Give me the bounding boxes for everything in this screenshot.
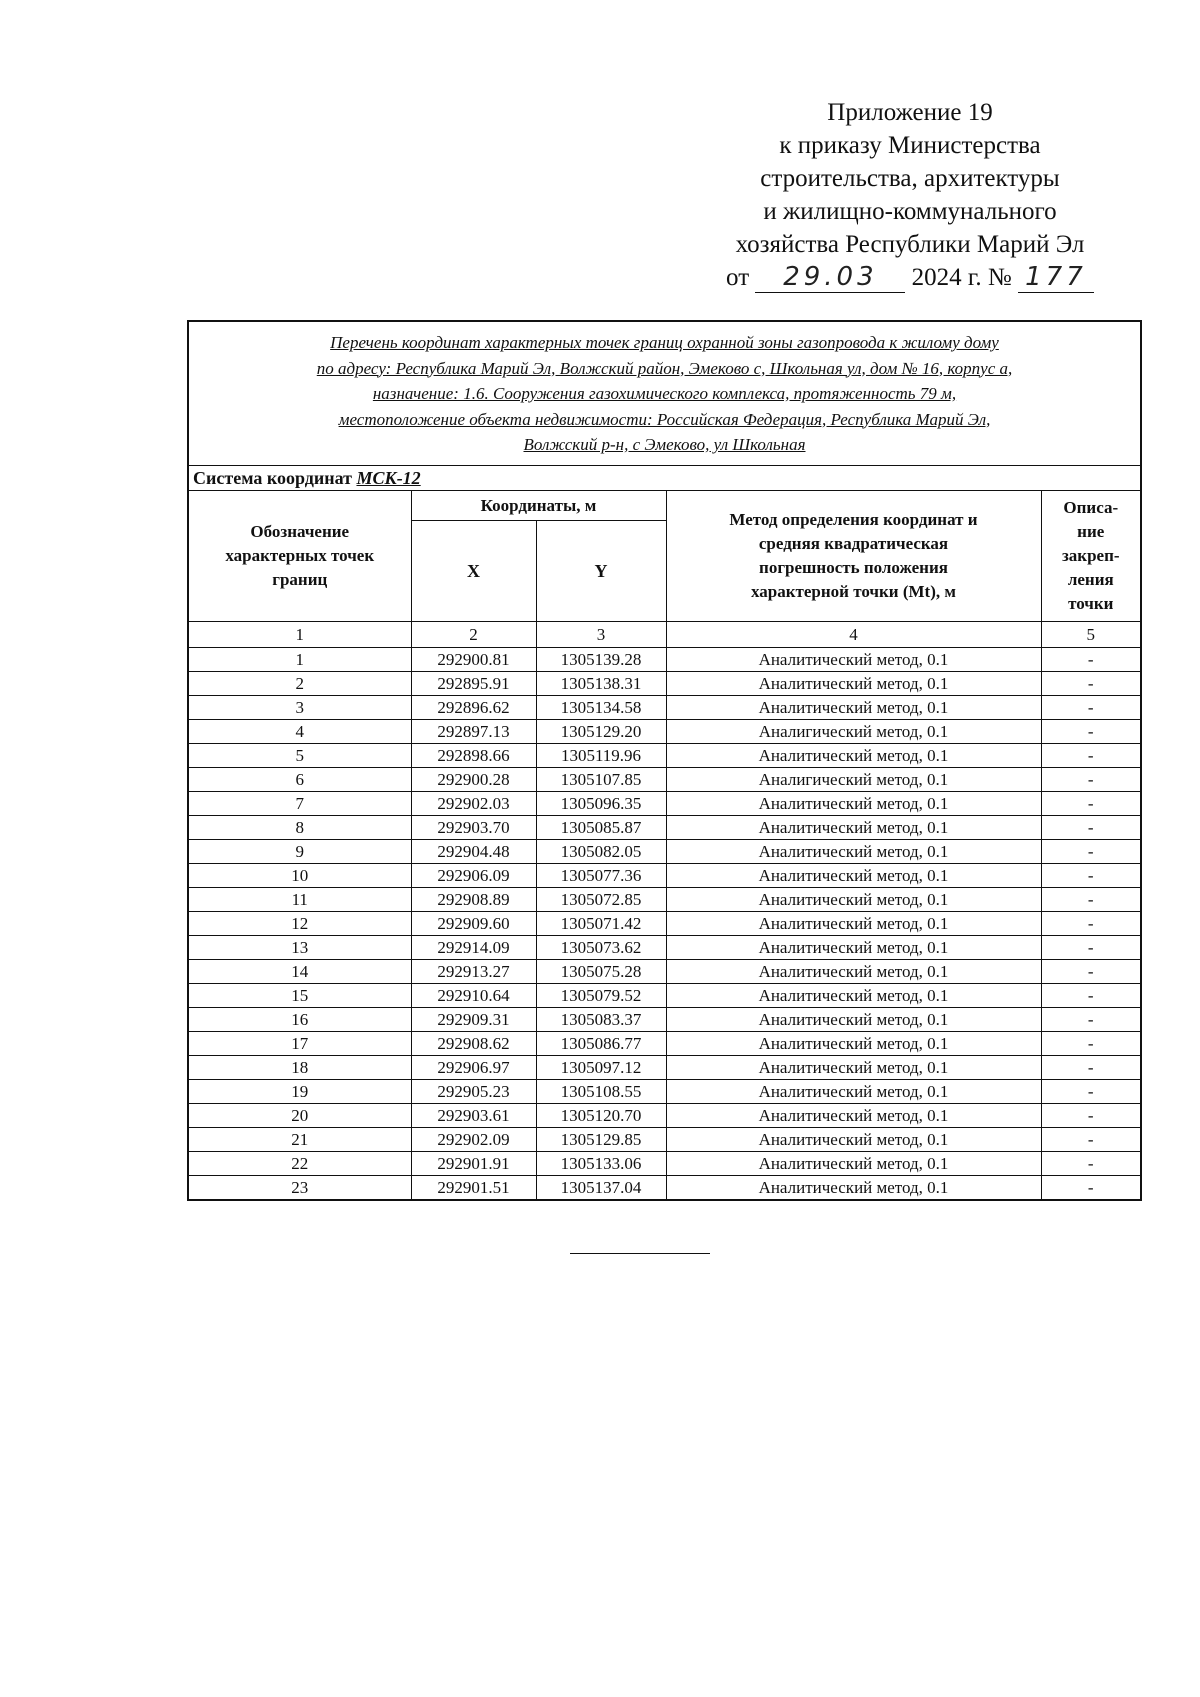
method-cell: Аналитический метод, 0.1 — [666, 1176, 1041, 1201]
x-coordinate-cell: 292908.89 — [411, 888, 536, 912]
point-number-cell: 4 — [188, 720, 411, 744]
x-coordinate-cell: 292914.09 — [411, 936, 536, 960]
coordinate-system-label: Система координат — [193, 468, 352, 488]
column-number: 2 — [411, 622, 536, 648]
x-coordinate-cell: 292901.51 — [411, 1176, 536, 1201]
point-number-cell: 5 — [188, 744, 411, 768]
method-cell: Аналитический метод, 0.1 — [666, 936, 1041, 960]
point-number-cell: 9 — [188, 840, 411, 864]
table-row — [188, 1104, 1141, 1128]
header-line: точки — [1068, 594, 1114, 613]
header-method — [666, 491, 1041, 622]
description-cell: - — [1041, 672, 1141, 696]
description-cell: - — [1041, 720, 1141, 744]
y-coordinate-cell: 1305129.20 — [536, 720, 666, 744]
table-row — [188, 864, 1141, 888]
header-line: Описа- — [1063, 498, 1119, 517]
y-coordinate-cell: 1305107.85 — [536, 768, 666, 792]
y-coordinate-cell: 1305086.77 — [536, 1032, 666, 1056]
table-row — [188, 696, 1141, 720]
description-cell: - — [1041, 1104, 1141, 1128]
title-line: местоположение объекта недвижимости: Российская Федерация, Республика Марий Эл, — [338, 409, 991, 429]
method-cell: Аналитический метод, 0.1 — [666, 648, 1041, 672]
method-cell: Аналитический метод, 0.1 — [666, 984, 1041, 1008]
table-row — [188, 1056, 1141, 1080]
table-row — [188, 936, 1141, 960]
table-row — [188, 720, 1141, 744]
description-cell: - — [1041, 1032, 1141, 1056]
x-coordinate-cell: 292906.09 — [411, 864, 536, 888]
point-number-cell: 2 — [188, 672, 411, 696]
point-number-cell: 18 — [188, 1056, 411, 1080]
header-line: характерной точки (Mt), м — [751, 582, 956, 601]
table-row — [188, 648, 1141, 672]
point-number-cell: 14 — [188, 960, 411, 984]
appendix-header — [690, 96, 1130, 294]
method-cell: Аналитический метод, 0.1 — [666, 840, 1041, 864]
method-cell: Аналитический метод, 0.1 — [666, 672, 1041, 696]
point-number-cell: 12 — [188, 912, 411, 936]
end-separator-line — [570, 1253, 710, 1254]
point-number-cell: 11 — [188, 888, 411, 912]
x-coordinate-cell: 292906.97 — [411, 1056, 536, 1080]
x-coordinate-cell: 292903.70 — [411, 816, 536, 840]
description-cell: - — [1041, 840, 1141, 864]
description-cell: - — [1041, 1152, 1141, 1176]
appendix-title: Приложение 19 — [827, 99, 993, 126]
point-number-cell: 6 — [188, 768, 411, 792]
method-cell: Аналигический метод, 0.1 — [666, 768, 1041, 792]
header-x: X — [411, 521, 536, 622]
method-cell: Аналитический метод, 0.1 — [666, 1032, 1041, 1056]
point-number-cell: 10 — [188, 864, 411, 888]
order-date-line — [690, 261, 1130, 294]
y-coordinate-cell: 1305079.52 — [536, 984, 666, 1008]
table-row — [188, 768, 1141, 792]
header-line: границ — [272, 570, 328, 589]
y-coordinate-cell: 1305139.28 — [536, 648, 666, 672]
header-line: характерных точек — [225, 546, 375, 565]
header-line: закреп- — [1061, 546, 1120, 565]
x-coordinate-cell: 292904.48 — [411, 840, 536, 864]
description-cell: - — [1041, 912, 1141, 936]
y-coordinate-cell: 1305133.06 — [536, 1152, 666, 1176]
point-number-cell: 22 — [188, 1152, 411, 1176]
column-number: 4 — [666, 622, 1041, 648]
point-number-cell: 19 — [188, 1080, 411, 1104]
header-coordinates: Координаты, м — [411, 491, 666, 521]
table-row — [188, 1176, 1141, 1201]
header-line: Обозначение — [250, 522, 350, 541]
point-number-cell: 21 — [188, 1128, 411, 1152]
x-coordinate-cell: 292897.13 — [411, 720, 536, 744]
point-number-cell: 3 — [188, 696, 411, 720]
point-number-cell: 17 — [188, 1032, 411, 1056]
point-number-cell: 15 — [188, 984, 411, 1008]
title-line: по адресу: Республика Марий Эл, Волжский район, Эмеково с, Школьная ул, дом № 16, корпус а, — [316, 358, 1013, 378]
table-row — [188, 792, 1141, 816]
title-line: Перечень координат характерных точек границ охранной зоны газопровода к жилому дому — [330, 333, 999, 352]
x-coordinate-cell: 292902.09 — [411, 1128, 536, 1152]
method-cell: Аналитический метод, 0.1 — [666, 696, 1041, 720]
description-cell: - — [1041, 1008, 1141, 1032]
table-row — [188, 1008, 1141, 1032]
x-coordinate-cell: 292896.62 — [411, 696, 536, 720]
method-cell: Аналитический метод, 0.1 — [666, 1080, 1041, 1104]
header-y: Y — [536, 521, 666, 622]
method-cell: Аналитический метод, 0.1 — [666, 864, 1041, 888]
method-cell: Аналитический метод, 0.1 — [666, 1008, 1041, 1032]
x-coordinate-cell: 292910.64 — [411, 984, 536, 1008]
description-cell: - — [1041, 888, 1141, 912]
table-row — [188, 840, 1141, 864]
method-cell: Аналитический метод, 0.1 — [666, 816, 1041, 840]
x-coordinate-cell: 292901.91 — [411, 1152, 536, 1176]
description-cell: - — [1041, 648, 1141, 672]
table-row — [188, 816, 1141, 840]
y-coordinate-cell: 1305073.62 — [536, 936, 666, 960]
method-cell: Аналитический метод, 0.1 — [666, 744, 1041, 768]
description-cell: - — [1041, 1080, 1141, 1104]
title-line: назначение: 1.6. Сооружения газохимического комплекса, протяженность 79 м, — [372, 384, 957, 403]
y-coordinate-cell: 1305120.70 — [536, 1104, 666, 1128]
x-coordinate-cell: 292902.03 — [411, 792, 536, 816]
ministry-name-line-1: строительства, архитектуры — [760, 165, 1060, 192]
coordinates-table — [187, 320, 1142, 1201]
method-cell: Аналитический метод, 0.1 — [666, 1152, 1041, 1176]
y-coordinate-cell: 1305082.05 — [536, 840, 666, 864]
point-number-cell: 16 — [188, 1008, 411, 1032]
table-row — [188, 984, 1141, 1008]
date-field — [755, 263, 905, 293]
handwritten-date: 29.03 — [783, 262, 878, 292]
y-coordinate-cell: 1305137.04 — [536, 1176, 666, 1201]
method-cell: Аналигический метод, 0.1 — [666, 720, 1041, 744]
y-coordinate-cell: 1305077.36 — [536, 864, 666, 888]
point-number-cell: 7 — [188, 792, 411, 816]
table-row — [188, 888, 1141, 912]
year-text: 2024 г. № — [911, 264, 1012, 291]
header-line: Метод определения координат и — [729, 510, 978, 529]
description-cell: - — [1041, 1056, 1141, 1080]
description-cell: - — [1041, 960, 1141, 984]
table-row — [188, 672, 1141, 696]
y-coordinate-cell: 1305085.87 — [536, 816, 666, 840]
method-cell: Аналитический метод, 0.1 — [666, 960, 1041, 984]
x-coordinate-cell: 292898.66 — [411, 744, 536, 768]
method-cell: Аналитический метод, 0.1 — [666, 1056, 1041, 1080]
method-cell: Аналитический метод, 0.1 — [666, 792, 1041, 816]
title-line: Волжский р-н, с Эмеково, ул Школьная — [523, 435, 806, 454]
y-coordinate-cell: 1305075.28 — [536, 960, 666, 984]
header-description — [1041, 491, 1141, 622]
table-row — [188, 960, 1141, 984]
x-coordinate-cell: 292909.60 — [411, 912, 536, 936]
method-cell: Аналитический метод, 0.1 — [666, 912, 1041, 936]
y-coordinate-cell: 1305138.31 — [536, 672, 666, 696]
point-number-cell: 13 — [188, 936, 411, 960]
x-coordinate-cell: 292900.28 — [411, 768, 536, 792]
column-number-row — [188, 622, 1141, 648]
header-line: ние — [1077, 522, 1105, 541]
table-row — [188, 744, 1141, 768]
y-coordinate-cell: 1305097.12 — [536, 1056, 666, 1080]
header-designation — [188, 491, 411, 622]
y-coordinate-cell: 1305119.96 — [536, 744, 666, 768]
y-coordinate-cell: 1305134.58 — [536, 696, 666, 720]
header-line: средняя квадратическая — [758, 534, 949, 553]
header-line: погрешность положения — [759, 558, 948, 577]
ministry-name-line-3: хозяйства Республики Марий Эл — [735, 231, 1085, 258]
x-coordinate-cell: 292903.61 — [411, 1104, 536, 1128]
coordinate-system-row — [188, 466, 1141, 491]
ministry-name-line-2: и жилищно-коммунального — [763, 198, 1057, 225]
description-cell: - — [1041, 792, 1141, 816]
y-coordinate-cell: 1305071.42 — [536, 912, 666, 936]
method-cell: Аналитический метод, 0.1 — [666, 1104, 1041, 1128]
y-coordinate-cell: 1305072.85 — [536, 888, 666, 912]
column-number: 5 — [1041, 622, 1141, 648]
number-field — [1018, 263, 1094, 293]
description-cell: - — [1041, 936, 1141, 960]
x-coordinate-cell: 292900.81 — [411, 648, 536, 672]
column-number: 1 — [188, 622, 411, 648]
point-number-cell: 8 — [188, 816, 411, 840]
y-coordinate-cell: 1305083.37 — [536, 1008, 666, 1032]
y-coordinate-cell: 1305096.35 — [536, 792, 666, 816]
description-cell: - — [1041, 1128, 1141, 1152]
description-cell: - — [1041, 864, 1141, 888]
x-coordinate-cell: 292908.62 — [411, 1032, 536, 1056]
handwritten-number: 177 — [1025, 262, 1087, 292]
coordinate-system-value: МСК-12 — [356, 468, 421, 488]
x-coordinate-cell: 292895.91 — [411, 672, 536, 696]
table-title — [188, 321, 1141, 466]
date-prefix: от — [726, 264, 750, 291]
table-row — [188, 1032, 1141, 1056]
order-reference-line: к приказу Министерства — [779, 132, 1041, 159]
description-cell: - — [1041, 696, 1141, 720]
point-number-cell: 20 — [188, 1104, 411, 1128]
description-cell: - — [1041, 1176, 1141, 1201]
description-cell: - — [1041, 984, 1141, 1008]
y-coordinate-cell: 1305129.85 — [536, 1128, 666, 1152]
table-row — [188, 1152, 1141, 1176]
column-number: 3 — [536, 622, 666, 648]
x-coordinate-cell: 292913.27 — [411, 960, 536, 984]
x-coordinate-cell: 292909.31 — [411, 1008, 536, 1032]
point-number-cell: 23 — [188, 1176, 411, 1201]
y-coordinate-cell: 1305108.55 — [536, 1080, 666, 1104]
method-cell: Аналитический метод, 0.1 — [666, 1128, 1041, 1152]
point-number-cell: 1 — [188, 648, 411, 672]
table-row — [188, 1080, 1141, 1104]
method-cell: Аналитический метод, 0.1 — [666, 888, 1041, 912]
table-row — [188, 1128, 1141, 1152]
description-cell: - — [1041, 744, 1141, 768]
header-line: ления — [1067, 570, 1114, 589]
description-cell: - — [1041, 816, 1141, 840]
description-cell: - — [1041, 768, 1141, 792]
x-coordinate-cell: 292905.23 — [411, 1080, 536, 1104]
table-row — [188, 912, 1141, 936]
